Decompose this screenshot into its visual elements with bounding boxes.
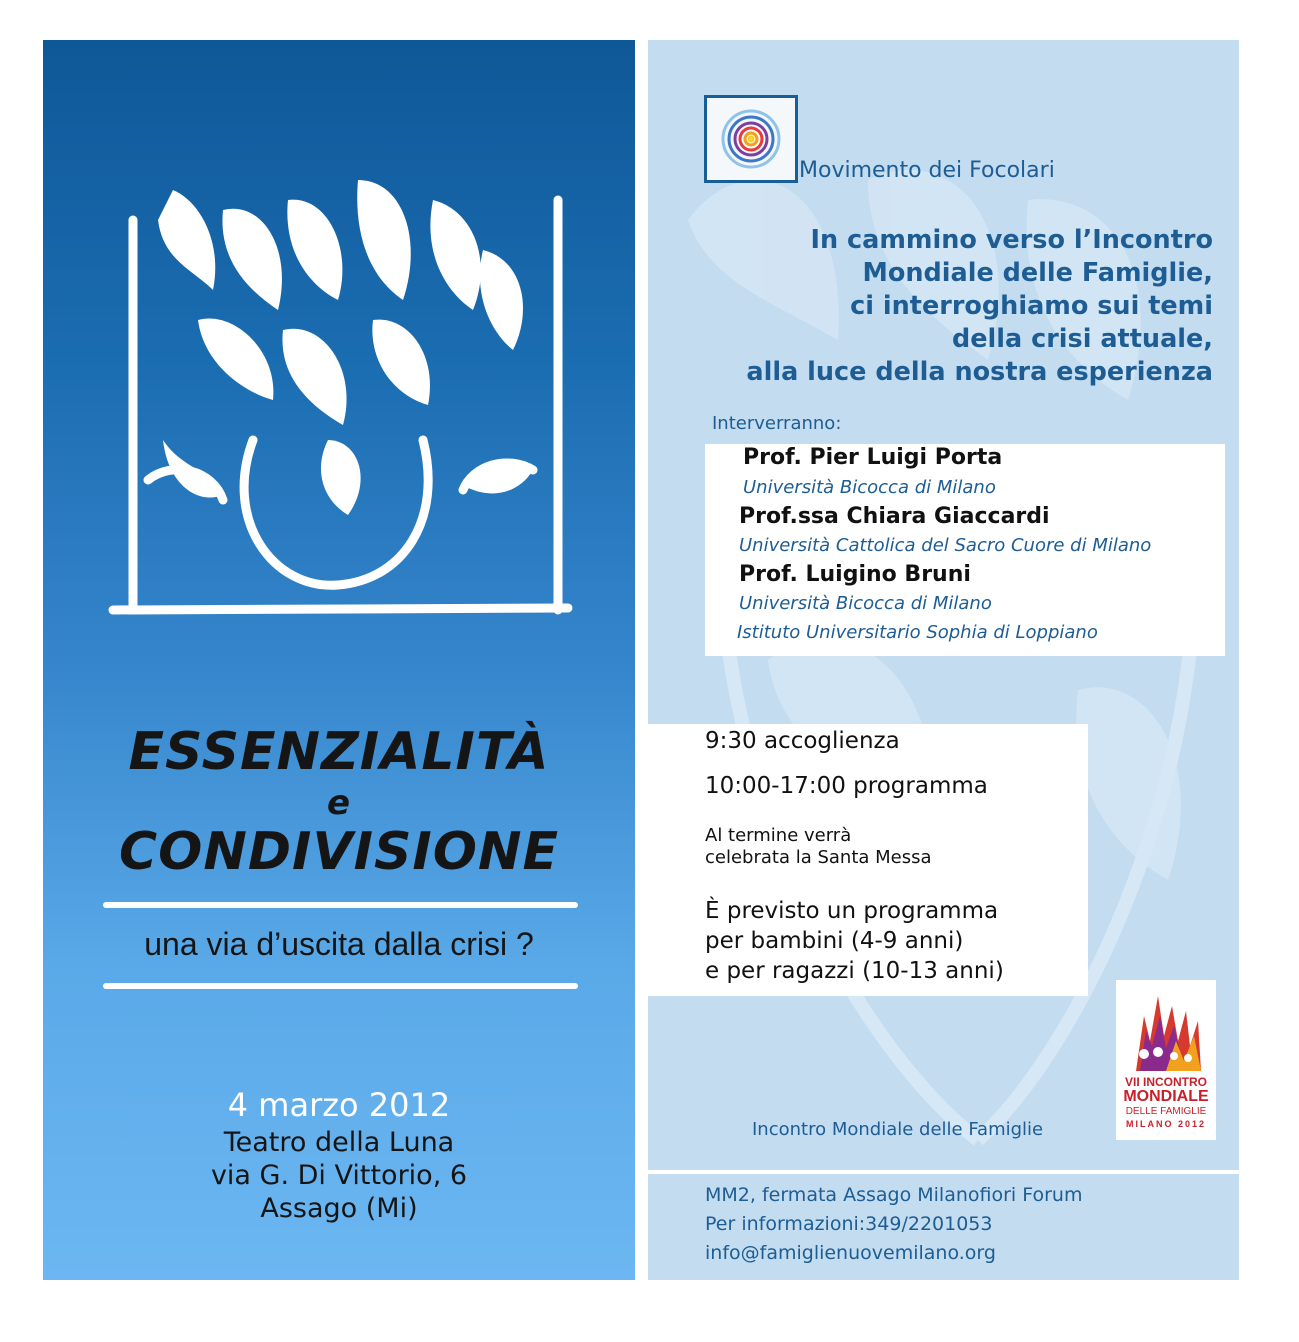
family-figures-logo-icon [1126,986,1208,1076]
speakers-label: Interverranno: [712,413,842,434]
speaker-name: Prof. Luigino Bruni [739,562,971,587]
imf-logo [1116,980,1216,1140]
right-panel [648,40,1239,1280]
flame-flowers-emblem-icon [103,140,573,620]
spiral-logo-icon [707,98,795,180]
speaker-affiliation: Istituto Universitario Sophia di Loppiano [737,622,1098,643]
speaker-affiliation: Università Cattolica del Sacro Cuore di Milano [739,535,1152,556]
mass-note-line-1: Al termine verrà [705,825,852,846]
intro-line: In cammino verso l’Incontro [810,225,1213,255]
venue-name: Teatro della Luna [223,1127,455,1158]
bottom-divider [103,983,578,989]
intro-line: ci interroghiamo sui temi [850,291,1213,321]
imf-label: Incontro Mondiale delle Famiglie [752,1119,1044,1140]
intro-text [746,224,1213,389]
imf-logo-line-4: MILANO 2012 [1125,1119,1207,1129]
kids-note-line-2: per bambini (4-9 anni) [705,928,964,954]
title-line-1: ESSENZIALITÀ [128,722,550,782]
imf-logo-line-3: DELLE FAMIGLIE [1125,1106,1207,1117]
org-name: Movimento dei Focolari [799,158,1055,183]
schedule-welcome: 9:30 accoglienza [705,728,900,754]
venue-address: via G. Di Vittorio, 6 [210,1160,468,1191]
intro-line: Mondiale delle Famiglie, [862,258,1213,288]
contact-line: MM2, fermata Assago Milanofiori Forum [705,1184,1083,1206]
event-date: 4 marzo 2012 [227,1086,451,1124]
intro-line: della crisi attuale, [951,324,1213,354]
imf-logo-line-2: MONDIALE [1123,1088,1209,1105]
top-divider [103,902,578,908]
schedule-program: 10:00-17:00 programma [705,773,988,799]
mass-note-line-2: celebrata la Santa Messa [705,847,932,868]
subtitle: una via d’uscita dalla crisi ? [144,926,534,962]
contact-divider [648,1170,1239,1174]
venue-city: Assago (Mi) [260,1193,418,1224]
speaker-name: Prof. Pier Luigi Porta [743,445,1003,470]
kids-note-line-3: e per ragazzi (10-13 anni) [705,958,1004,984]
speaker-name: Prof.ssa Chiara Giaccardi [739,504,1050,529]
speaker-affiliation: Università Bicocca di Milano [739,593,992,614]
intro-line: alla luce della nostra esperienza [746,357,1213,387]
contact-line: Per informazioni:349/2201053 [705,1213,993,1235]
kids-note-line-1: È previsto un programma [705,898,999,924]
left-panel [43,40,635,1280]
imf-logo-line-1: VII INCONTRO [1124,1075,1207,1089]
title-line-3: CONDIVISIONE [118,822,560,882]
org-logo [704,95,798,183]
speaker-affiliation: Università Bicocca di Milano [743,477,996,498]
title-line-2: e [326,783,352,823]
contact-line: info@famiglienuovemilano.org [705,1242,996,1264]
